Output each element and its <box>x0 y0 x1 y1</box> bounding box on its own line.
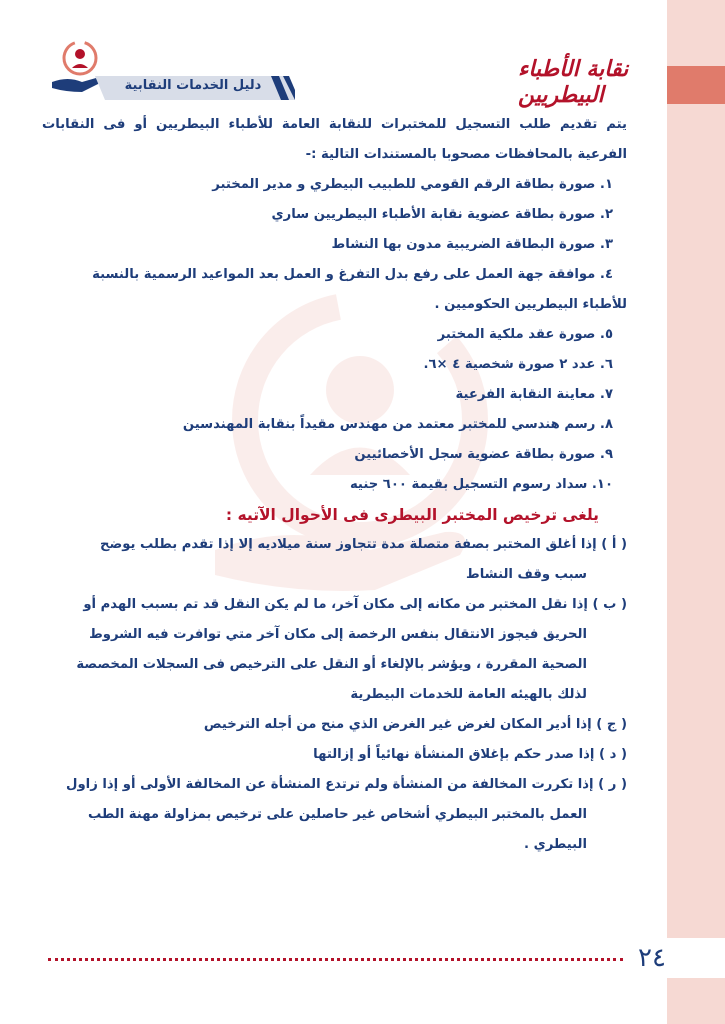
condition-line: الصحية المقررة ، ويؤشر بالإلغاء أو النقل على الترخيص فى السجلات المخصصة <box>76 657 587 672</box>
condition-line: سبب وقف النشاط <box>466 567 587 582</box>
guide-title: دليل الخدمات النقابية <box>124 78 262 93</box>
condition-line: ( أ ) إذا أغلق المختبر بصفة متصلة مدة تتجاوز سنة ميلاديه إلا إذا تقدم بطلب يوضح <box>99 537 627 552</box>
main-content <box>42 110 627 860</box>
document-item: ٢. صورة بطاقة عضوية نقابة الأطباء البيطريين ساري <box>271 207 613 222</box>
condition-line: ( د ) إذا صدر حكم بإغلاق المنشأة نهائياً أو إزالتها <box>313 747 627 762</box>
page-number-tab <box>667 938 725 978</box>
header-corner-tab <box>667 66 725 104</box>
intro-line: الفرعية بالمحافظات مصحوبا بالمستندات التالية :- <box>305 147 627 162</box>
document-item: ١٠. سداد رسوم التسجيل بقيمة ٦٠٠ جنيه <box>349 477 613 492</box>
cancellation-heading: يلغى ترخيص المختبر البيطرى فى الأحوال الآتيه : <box>225 506 599 524</box>
condition-line: ( ج ) إذا أدير المكان لغرض غير الغرض الذي منح من أجله الترخيص <box>203 717 627 732</box>
document-item: ١. صورة بطاقة الرقم القومي للطبيب البيطري و مدير المختبر <box>212 177 613 192</box>
document-item: ٨. رسم هندسي للمختبر معتمد من مهندس مقيداً بنقابة المهندسين <box>182 417 613 432</box>
intro-line: يتم تقديم طلب التسجيل للمختبرات للنقابة العامة للأطباء البيطريين أو فى النقابات <box>42 117 627 132</box>
document-item: ٤. موافقة جهة العمل على رفع بدل التفرغ و العمل بعد المواعيد الرسمية بالنسبة <box>92 267 613 282</box>
condition-line: البيطري . <box>524 837 587 852</box>
right-margin-band <box>667 0 725 1024</box>
condition-line: العمل بالمختبر البيطري أشخاص غير حاصلين على ترخيص بمزاولة مهنة الطب <box>87 807 587 822</box>
condition-line: الحريق فيجوز الانتقال بنفس الرخصة إلى مكان آخر متي توافرت فيه الشروط <box>89 627 587 642</box>
logo-text: نقابة الأطباء البيطريين <box>518 56 629 108</box>
document-item: ٦. عدد ٢ صورة شخصية ٤ ×٦. <box>423 357 613 372</box>
document-item: ٩. صورة بطاقة عضوية سجل الأخصائيين <box>354 447 613 462</box>
footer-dotted-rule <box>48 958 623 961</box>
condition-line: لذلك بالهيئه العامة للخدمات البيطرية <box>350 687 587 702</box>
condition-line: ( ب ) إذا نقل المختبر من مكانه إلى مكان آخر، ما لم يكن النقل قد تم بسبب الهدم أو <box>83 597 627 612</box>
document-item: ٣. صورة البطاقة الضريبية مدون بها النشاط <box>331 237 613 252</box>
page-number: ٢٤ <box>638 943 666 973</box>
syndicate-logo <box>518 58 664 106</box>
condition-line: ( ر ) إذا تكررت المخالفة من المنشأة ولم ترتدع المنشأة عن المخالفة الأولى أو إذا زاول <box>66 777 627 792</box>
document-item: ٥. صورة عقد ملكية المختبر <box>437 327 613 342</box>
document-item: ٧. معاينة النقابة الفرعية <box>455 387 613 402</box>
document-item: للأطباء البيطريين الحكوميين . <box>434 297 627 312</box>
